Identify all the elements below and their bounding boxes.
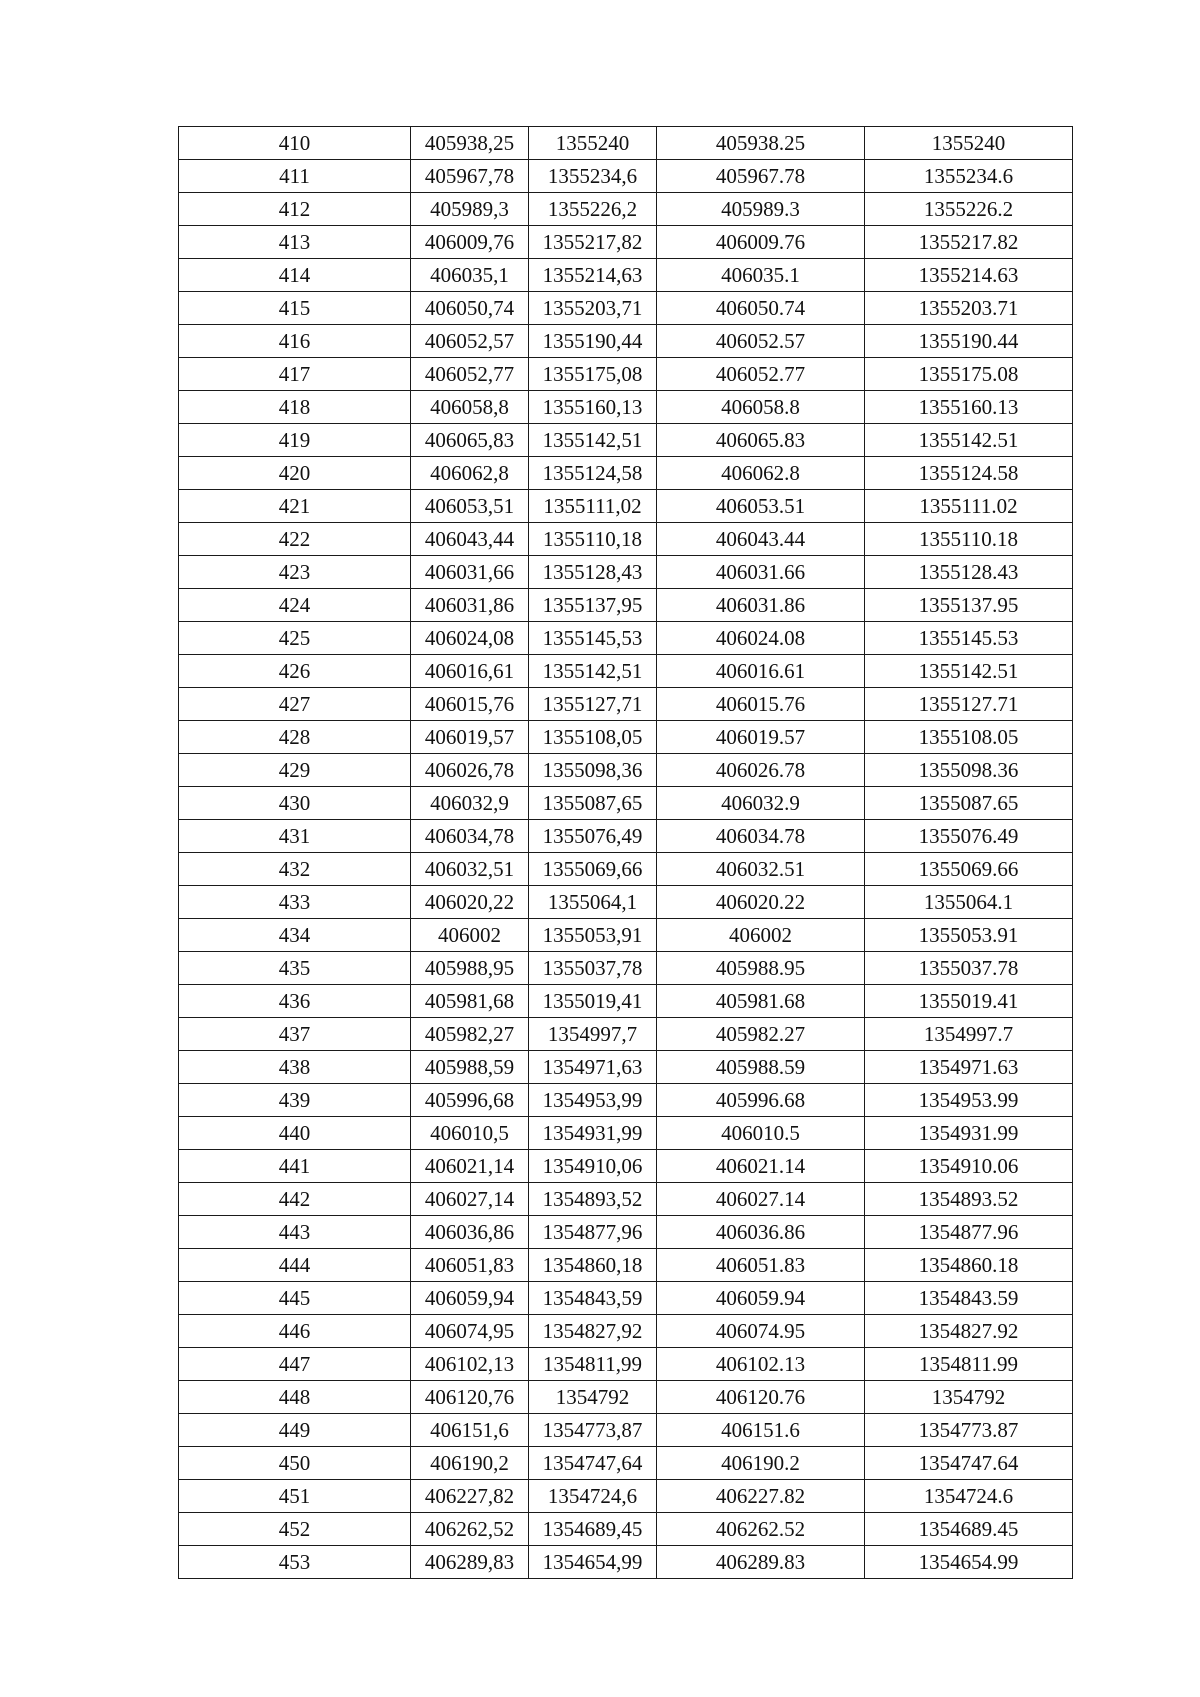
table-row <box>179 886 1073 919</box>
table-row <box>179 1117 1073 1150</box>
x-converted-cell: 406032.51 <box>657 853 865 886</box>
x-converted-cell: 406262.52 <box>657 1513 865 1546</box>
y-coordinate-cell: 1354860,18 <box>529 1249 657 1282</box>
y-converted-cell: 1354953.99 <box>865 1084 1073 1117</box>
y-converted-cell: 1355190.44 <box>865 325 1073 358</box>
point-number-cell: 435 <box>179 952 411 985</box>
table-row <box>179 1348 1073 1381</box>
x-converted-cell: 405988.95 <box>657 952 865 985</box>
y-converted-cell: 1355087.65 <box>865 787 1073 820</box>
y-converted-cell: 1355076.49 <box>865 820 1073 853</box>
x-converted-cell: 405988.59 <box>657 1051 865 1084</box>
x-converted-cell: 406021.14 <box>657 1150 865 1183</box>
y-converted-cell: 1355226.2 <box>865 193 1073 226</box>
x-converted-cell: 406035.1 <box>657 259 865 292</box>
x-coordinate-cell: 405988,95 <box>411 952 529 985</box>
y-coordinate-cell: 1354689,45 <box>529 1513 657 1546</box>
x-converted-cell: 406032.9 <box>657 787 865 820</box>
x-coordinate-cell: 406031,66 <box>411 556 529 589</box>
point-number-cell: 442 <box>179 1183 411 1216</box>
y-converted-cell: 1354792 <box>865 1381 1073 1414</box>
table-row <box>179 490 1073 523</box>
y-converted-cell: 1355019.41 <box>865 985 1073 1018</box>
y-coordinate-cell: 1355240 <box>529 127 657 160</box>
point-number-cell: 415 <box>179 292 411 325</box>
x-converted-cell: 406289.83 <box>657 1546 865 1579</box>
y-converted-cell: 1354747.64 <box>865 1447 1073 1480</box>
x-converted-cell: 406050.74 <box>657 292 865 325</box>
y-coordinate-cell: 1355127,71 <box>529 688 657 721</box>
y-coordinate-cell: 1355217,82 <box>529 226 657 259</box>
x-converted-cell: 406010.5 <box>657 1117 865 1150</box>
x-converted-cell: 406002 <box>657 919 865 952</box>
y-converted-cell: 1354971.63 <box>865 1051 1073 1084</box>
y-coordinate-cell: 1354654,99 <box>529 1546 657 1579</box>
y-converted-cell: 1354689.45 <box>865 1513 1073 1546</box>
y-coordinate-cell: 1355053,91 <box>529 919 657 952</box>
y-converted-cell: 1354910.06 <box>865 1150 1073 1183</box>
x-converted-cell: 406026.78 <box>657 754 865 787</box>
x-coordinate-cell: 406059,94 <box>411 1282 529 1315</box>
x-converted-cell: 405996.68 <box>657 1084 865 1117</box>
y-coordinate-cell: 1355124,58 <box>529 457 657 490</box>
table-row <box>179 391 1073 424</box>
table-row <box>179 424 1073 457</box>
x-coordinate-cell: 406032,9 <box>411 787 529 820</box>
y-converted-cell: 1354654.99 <box>865 1546 1073 1579</box>
x-converted-cell: 406059.94 <box>657 1282 865 1315</box>
y-converted-cell: 1355160.13 <box>865 391 1073 424</box>
x-coordinate-cell: 406026,78 <box>411 754 529 787</box>
y-converted-cell: 1355098.36 <box>865 754 1073 787</box>
x-converted-cell: 406151.6 <box>657 1414 865 1447</box>
x-coordinate-cell: 406027,14 <box>411 1183 529 1216</box>
table-row <box>179 721 1073 754</box>
x-coordinate-cell: 406052,77 <box>411 358 529 391</box>
point-number-cell: 422 <box>179 523 411 556</box>
x-converted-cell: 405967.78 <box>657 160 865 193</box>
x-converted-cell: 406102.13 <box>657 1348 865 1381</box>
x-coordinate-cell: 406016,61 <box>411 655 529 688</box>
x-converted-cell: 406036.86 <box>657 1216 865 1249</box>
y-coordinate-cell: 1354792 <box>529 1381 657 1414</box>
table-row <box>179 1546 1073 1579</box>
y-converted-cell: 1355175.08 <box>865 358 1073 391</box>
point-number-cell: 445 <box>179 1282 411 1315</box>
x-converted-cell: 406019.57 <box>657 721 865 754</box>
point-number-cell: 429 <box>179 754 411 787</box>
x-coordinate-cell: 406062,8 <box>411 457 529 490</box>
x-converted-cell: 406074.95 <box>657 1315 865 1348</box>
y-coordinate-cell: 1354843,59 <box>529 1282 657 1315</box>
x-converted-cell: 406016.61 <box>657 655 865 688</box>
x-coordinate-cell: 406065,83 <box>411 424 529 457</box>
x-converted-cell: 406053.51 <box>657 490 865 523</box>
x-converted-cell: 406020.22 <box>657 886 865 919</box>
y-coordinate-cell: 1355098,36 <box>529 754 657 787</box>
point-number-cell: 432 <box>179 853 411 886</box>
table-row <box>179 259 1073 292</box>
x-coordinate-cell: 405938,25 <box>411 127 529 160</box>
x-converted-cell: 406009.76 <box>657 226 865 259</box>
table-row <box>179 1513 1073 1546</box>
y-converted-cell: 1354811.99 <box>865 1348 1073 1381</box>
x-converted-cell: 406065.83 <box>657 424 865 457</box>
x-coordinate-cell: 406151,6 <box>411 1414 529 1447</box>
point-number-cell: 426 <box>179 655 411 688</box>
x-coordinate-cell: 406262,52 <box>411 1513 529 1546</box>
table-row <box>179 325 1073 358</box>
x-converted-cell: 406024.08 <box>657 622 865 655</box>
x-coordinate-cell: 406058,8 <box>411 391 529 424</box>
x-converted-cell: 406052.57 <box>657 325 865 358</box>
y-coordinate-cell: 1355145,53 <box>529 622 657 655</box>
x-coordinate-cell: 405982,27 <box>411 1018 529 1051</box>
point-number-cell: 421 <box>179 490 411 523</box>
point-number-cell: 411 <box>179 160 411 193</box>
y-converted-cell: 1354860.18 <box>865 1249 1073 1282</box>
x-converted-cell: 406190.2 <box>657 1447 865 1480</box>
x-coordinate-cell: 406019,57 <box>411 721 529 754</box>
y-converted-cell: 1355214.63 <box>865 259 1073 292</box>
y-coordinate-cell: 1355019,41 <box>529 985 657 1018</box>
x-converted-cell: 406062.8 <box>657 457 865 490</box>
y-converted-cell: 1355069.66 <box>865 853 1073 886</box>
x-coordinate-cell: 406227,82 <box>411 1480 529 1513</box>
table-row <box>179 127 1073 160</box>
point-number-cell: 424 <box>179 589 411 622</box>
coordinates-table <box>178 126 1073 1579</box>
y-coordinate-cell: 1354747,64 <box>529 1447 657 1480</box>
point-number-cell: 434 <box>179 919 411 952</box>
y-coordinate-cell: 1355087,65 <box>529 787 657 820</box>
y-coordinate-cell: 1355137,95 <box>529 589 657 622</box>
y-converted-cell: 1355127.71 <box>865 688 1073 721</box>
y-converted-cell: 1354997.7 <box>865 1018 1073 1051</box>
y-converted-cell: 1355108.05 <box>865 721 1073 754</box>
x-converted-cell: 406031.86 <box>657 589 865 622</box>
y-converted-cell: 1355234.6 <box>865 160 1073 193</box>
x-converted-cell: 406031.66 <box>657 556 865 589</box>
table-row <box>179 1183 1073 1216</box>
coordinates-table-body <box>179 127 1073 1579</box>
table-row <box>179 1150 1073 1183</box>
y-coordinate-cell: 1354877,96 <box>529 1216 657 1249</box>
point-number-cell: 441 <box>179 1150 411 1183</box>
table-row <box>179 1447 1073 1480</box>
y-converted-cell: 1355128.43 <box>865 556 1073 589</box>
table-row <box>179 160 1073 193</box>
x-coordinate-cell: 405981,68 <box>411 985 529 1018</box>
table-row <box>179 655 1073 688</box>
point-number-cell: 447 <box>179 1348 411 1381</box>
y-converted-cell: 1355110.18 <box>865 523 1073 556</box>
x-coordinate-cell: 406032,51 <box>411 853 529 886</box>
y-coordinate-cell: 1355108,05 <box>529 721 657 754</box>
y-coordinate-cell: 1355203,71 <box>529 292 657 325</box>
table-row <box>179 787 1073 820</box>
x-coordinate-cell: 406043,44 <box>411 523 529 556</box>
point-number-cell: 425 <box>179 622 411 655</box>
y-converted-cell: 1355240 <box>865 127 1073 160</box>
table-row <box>179 358 1073 391</box>
table-row <box>179 1315 1073 1348</box>
y-coordinate-cell: 1355142,51 <box>529 424 657 457</box>
point-number-cell: 423 <box>179 556 411 589</box>
y-coordinate-cell: 1355037,78 <box>529 952 657 985</box>
x-coordinate-cell: 406009,76 <box>411 226 529 259</box>
x-coordinate-cell: 406021,14 <box>411 1150 529 1183</box>
y-coordinate-cell: 1355234,6 <box>529 160 657 193</box>
x-coordinate-cell: 406120,76 <box>411 1381 529 1414</box>
point-number-cell: 450 <box>179 1447 411 1480</box>
table-row <box>179 1414 1073 1447</box>
y-converted-cell: 1355111.02 <box>865 490 1073 523</box>
y-converted-cell: 1355142.51 <box>865 655 1073 688</box>
y-converted-cell: 1355137.95 <box>865 589 1073 622</box>
y-converted-cell: 1354724.6 <box>865 1480 1073 1513</box>
point-number-cell: 444 <box>179 1249 411 1282</box>
x-converted-cell: 406120.76 <box>657 1381 865 1414</box>
x-coordinate-cell: 406190,2 <box>411 1447 529 1480</box>
table-row <box>179 820 1073 853</box>
x-coordinate-cell: 406035,1 <box>411 259 529 292</box>
x-converted-cell: 406027.14 <box>657 1183 865 1216</box>
point-number-cell: 437 <box>179 1018 411 1051</box>
table-row <box>179 589 1073 622</box>
y-converted-cell: 1355053.91 <box>865 919 1073 952</box>
table-row <box>179 853 1073 886</box>
table-row <box>179 1051 1073 1084</box>
x-coordinate-cell: 405967,78 <box>411 160 529 193</box>
y-converted-cell: 1355064.1 <box>865 886 1073 919</box>
y-converted-cell: 1354773.87 <box>865 1414 1073 1447</box>
x-converted-cell: 405981.68 <box>657 985 865 1018</box>
x-coordinate-cell: 406010,5 <box>411 1117 529 1150</box>
table-row <box>179 688 1073 721</box>
table-row <box>179 226 1073 259</box>
point-number-cell: 451 <box>179 1480 411 1513</box>
point-number-cell: 413 <box>179 226 411 259</box>
table-row <box>179 1480 1073 1513</box>
y-coordinate-cell: 1355214,63 <box>529 259 657 292</box>
y-converted-cell: 1354827.92 <box>865 1315 1073 1348</box>
x-coordinate-cell: 406002 <box>411 919 529 952</box>
table-row <box>179 292 1073 325</box>
point-number-cell: 438 <box>179 1051 411 1084</box>
table-row <box>179 1216 1073 1249</box>
point-number-cell: 418 <box>179 391 411 424</box>
point-number-cell: 427 <box>179 688 411 721</box>
y-converted-cell: 1354931.99 <box>865 1117 1073 1150</box>
point-number-cell: 449 <box>179 1414 411 1447</box>
table-row <box>179 952 1073 985</box>
y-coordinate-cell: 1355142,51 <box>529 655 657 688</box>
table-row <box>179 754 1073 787</box>
y-coordinate-cell: 1355076,49 <box>529 820 657 853</box>
x-converted-cell: 406227.82 <box>657 1480 865 1513</box>
y-converted-cell: 1355142.51 <box>865 424 1073 457</box>
table-row <box>179 622 1073 655</box>
x-converted-cell: 406058.8 <box>657 391 865 424</box>
y-coordinate-cell: 1354827,92 <box>529 1315 657 1348</box>
y-coordinate-cell: 1355226,2 <box>529 193 657 226</box>
point-number-cell: 448 <box>179 1381 411 1414</box>
point-number-cell: 443 <box>179 1216 411 1249</box>
table-row <box>179 1282 1073 1315</box>
point-number-cell: 430 <box>179 787 411 820</box>
x-coordinate-cell: 406036,86 <box>411 1216 529 1249</box>
y-coordinate-cell: 1355111,02 <box>529 490 657 523</box>
x-coordinate-cell: 406074,95 <box>411 1315 529 1348</box>
y-coordinate-cell: 1355190,44 <box>529 325 657 358</box>
y-coordinate-cell: 1354910,06 <box>529 1150 657 1183</box>
y-converted-cell: 1355124.58 <box>865 457 1073 490</box>
x-converted-cell: 405982.27 <box>657 1018 865 1051</box>
table-row <box>179 1018 1073 1051</box>
table-row <box>179 985 1073 1018</box>
table-row <box>179 193 1073 226</box>
x-converted-cell: 406051.83 <box>657 1249 865 1282</box>
x-converted-cell: 406034.78 <box>657 820 865 853</box>
x-coordinate-cell: 406034,78 <box>411 820 529 853</box>
y-coordinate-cell: 1354971,63 <box>529 1051 657 1084</box>
table-row <box>179 457 1073 490</box>
x-coordinate-cell: 406052,57 <box>411 325 529 358</box>
point-number-cell: 439 <box>179 1084 411 1117</box>
y-coordinate-cell: 1354773,87 <box>529 1414 657 1447</box>
point-number-cell: 433 <box>179 886 411 919</box>
y-converted-cell: 1355203.71 <box>865 292 1073 325</box>
y-coordinate-cell: 1355175,08 <box>529 358 657 391</box>
x-coordinate-cell: 405996,68 <box>411 1084 529 1117</box>
y-coordinate-cell: 1354931,99 <box>529 1117 657 1150</box>
y-converted-cell: 1354893.52 <box>865 1183 1073 1216</box>
y-coordinate-cell: 1354893,52 <box>529 1183 657 1216</box>
point-number-cell: 420 <box>179 457 411 490</box>
table-row <box>179 919 1073 952</box>
table-row <box>179 1381 1073 1414</box>
x-converted-cell: 405989.3 <box>657 193 865 226</box>
x-coordinate-cell: 406031,86 <box>411 589 529 622</box>
table-row <box>179 1084 1073 1117</box>
point-number-cell: 440 <box>179 1117 411 1150</box>
x-coordinate-cell: 406053,51 <box>411 490 529 523</box>
table-row <box>179 1249 1073 1282</box>
x-coordinate-cell: 406050,74 <box>411 292 529 325</box>
y-converted-cell: 1354877.96 <box>865 1216 1073 1249</box>
y-converted-cell: 1355217.82 <box>865 226 1073 259</box>
y-coordinate-cell: 1355128,43 <box>529 556 657 589</box>
y-coordinate-cell: 1355110,18 <box>529 523 657 556</box>
point-number-cell: 419 <box>179 424 411 457</box>
point-number-cell: 452 <box>179 1513 411 1546</box>
point-number-cell: 428 <box>179 721 411 754</box>
x-converted-cell: 406015.76 <box>657 688 865 721</box>
point-number-cell: 416 <box>179 325 411 358</box>
y-coordinate-cell: 1354997,7 <box>529 1018 657 1051</box>
x-coordinate-cell: 405988,59 <box>411 1051 529 1084</box>
x-converted-cell: 405938.25 <box>657 127 865 160</box>
x-coordinate-cell: 406102,13 <box>411 1348 529 1381</box>
y-coordinate-cell: 1354811,99 <box>529 1348 657 1381</box>
x-converted-cell: 406052.77 <box>657 358 865 391</box>
point-number-cell: 412 <box>179 193 411 226</box>
table-row <box>179 523 1073 556</box>
point-number-cell: 453 <box>179 1546 411 1579</box>
x-coordinate-cell: 406289,83 <box>411 1546 529 1579</box>
point-number-cell: 446 <box>179 1315 411 1348</box>
y-coordinate-cell: 1354724,6 <box>529 1480 657 1513</box>
x-coordinate-cell: 406015,76 <box>411 688 529 721</box>
x-coordinate-cell: 405989,3 <box>411 193 529 226</box>
point-number-cell: 410 <box>179 127 411 160</box>
point-number-cell: 436 <box>179 985 411 1018</box>
x-coordinate-cell: 406024,08 <box>411 622 529 655</box>
point-number-cell: 417 <box>179 358 411 391</box>
x-converted-cell: 406043.44 <box>657 523 865 556</box>
y-coordinate-cell: 1355160,13 <box>529 391 657 424</box>
y-coordinate-cell: 1354953,99 <box>529 1084 657 1117</box>
x-coordinate-cell: 406020,22 <box>411 886 529 919</box>
point-number-cell: 431 <box>179 820 411 853</box>
y-converted-cell: 1355037.78 <box>865 952 1073 985</box>
y-converted-cell: 1354843.59 <box>865 1282 1073 1315</box>
point-number-cell: 414 <box>179 259 411 292</box>
y-coordinate-cell: 1355064,1 <box>529 886 657 919</box>
table-row <box>179 556 1073 589</box>
y-coordinate-cell: 1355069,66 <box>529 853 657 886</box>
x-coordinate-cell: 406051,83 <box>411 1249 529 1282</box>
y-converted-cell: 1355145.53 <box>865 622 1073 655</box>
